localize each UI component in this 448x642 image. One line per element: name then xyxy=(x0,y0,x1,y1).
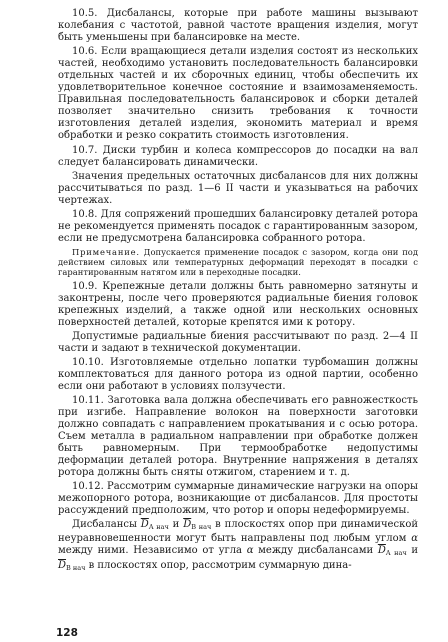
paragraph-10-7: 10.7. Диски турбин и колеса компрессоров до посадки на вал следует балансировать динамически. xyxy=(58,144,418,168)
text-fragment: между ними. Независимо от угла xyxy=(58,545,247,557)
text-fragment: Дисбалансы xyxy=(72,519,141,531)
text-fragment: между дисбалансами xyxy=(253,545,378,557)
math-subscript: A нач xyxy=(148,523,169,532)
page-number: 128 xyxy=(56,627,78,639)
paragraph-10-6: 10.6. Если вращающиеся детали изделия состоят из нескольких частей, необходимо установить последовательность балансировки отдельных частей и их сборочных единиц, чтобы обеспечить их удовлетворительное конечное состояние и взаимозаменяемость. Правильная последовательность балансировок и сборки деталей позволяет значительно снизить требования к точности изготовления деталей изделия, экономить материал и время обработки и резко сократить стоимость изготовления. xyxy=(58,46,418,142)
math-subscript: B нач xyxy=(191,523,212,532)
paragraph-imbalances xyxy=(58,519,418,573)
math-symbol-d: $\overline{D}$ xyxy=(377,545,386,557)
math-symbol-d: $\overline{D}$ xyxy=(183,519,192,531)
paragraph-10-9: 10.9. Крепежные детали должны быть равномерно затянуты и законтрены, после чего проверяются радиальные биения головок крепежных изделий, а также одной или нескольких основных поверхностей деталей, которые крепятся ими к ротору. xyxy=(58,280,418,328)
text-fragment: и xyxy=(168,519,184,531)
paragraph-10-12: 10.12. Рассмотрим суммарные динамические нагрузки на опоры межопорного ротора, возникающие от дисбалансов. Для простоты рассуждений предположим, что ротор и опоры недеформируемы. xyxy=(58,481,418,517)
paragraph-10-8: 10.8. Для сопряжений прошедших балансировку деталей ротора не рекомендуется применять посадок с гарантированным зазором, если не предусмотрена балансировка собранного ротора. xyxy=(58,208,418,244)
math-subscript: B нач xyxy=(66,563,86,572)
note-text: Допускается применение посадок с зазором, когда они под действием силовых или температурных деформаций переходят в посадки с гарантированным натягом или в переходные посадки. xyxy=(58,246,418,278)
paragraph-10-5: 10.5. Дисбалансы, которые при работе машины вызывают колебания с частотой, равной частоте вращения изделия, могут быть уменьшены при балансировке на месте. xyxy=(58,8,418,44)
note-label: Примечание. xyxy=(72,246,140,257)
paragraph-10-11: 10.11. Заготовка вала должна обеспечивать его равножесткость при изгибе. Направление волокон на поверхности заготовки должно совпадать с направлением прокатывания и с осью ротора. Съем металла в радиальном направлении при обработке должен быть равномерным. При термообработке недопустимы деформации деталей ротора. Внутренние напряжения в деталях ротора должны быть сняты отжигом, старением и т. д. xyxy=(58,394,418,479)
text-fragment: в плоскостях опор при динамической неуравновешенности могут быть направлены под любым углом xyxy=(58,519,419,545)
note-paragraph xyxy=(58,247,418,278)
math-symbol-d: $\overline{D}$ xyxy=(140,519,149,531)
text-fragment: в плоскостях опор, рассмотрим суммарную дина- xyxy=(85,559,352,571)
math-subscript: A нач xyxy=(385,549,407,558)
text-fragment: и xyxy=(406,545,419,557)
math-symbol-alpha: α xyxy=(246,545,254,557)
page-body xyxy=(58,8,418,576)
paragraph-limit-values: Значения предельных остаточных дисбалансов для них должны рассчитываться по разд. 1—6 II части и указываться на рабочих чертежах. xyxy=(58,170,418,206)
paragraph-10-10: 10.10. Изготовляемые отдельно лопатки турбомашин должны комплектоваться для данного ротора из одной партии, особенно если они работают в условиях ползучести. xyxy=(58,356,418,392)
math-symbol-d: $\overline{D}$ xyxy=(58,559,67,571)
paragraph-runout: Допустимые радиальные биения рассчитывают по разд. 2—4 II части и задают в технической документации. xyxy=(58,330,418,354)
math-symbol-alpha: α xyxy=(411,533,418,545)
